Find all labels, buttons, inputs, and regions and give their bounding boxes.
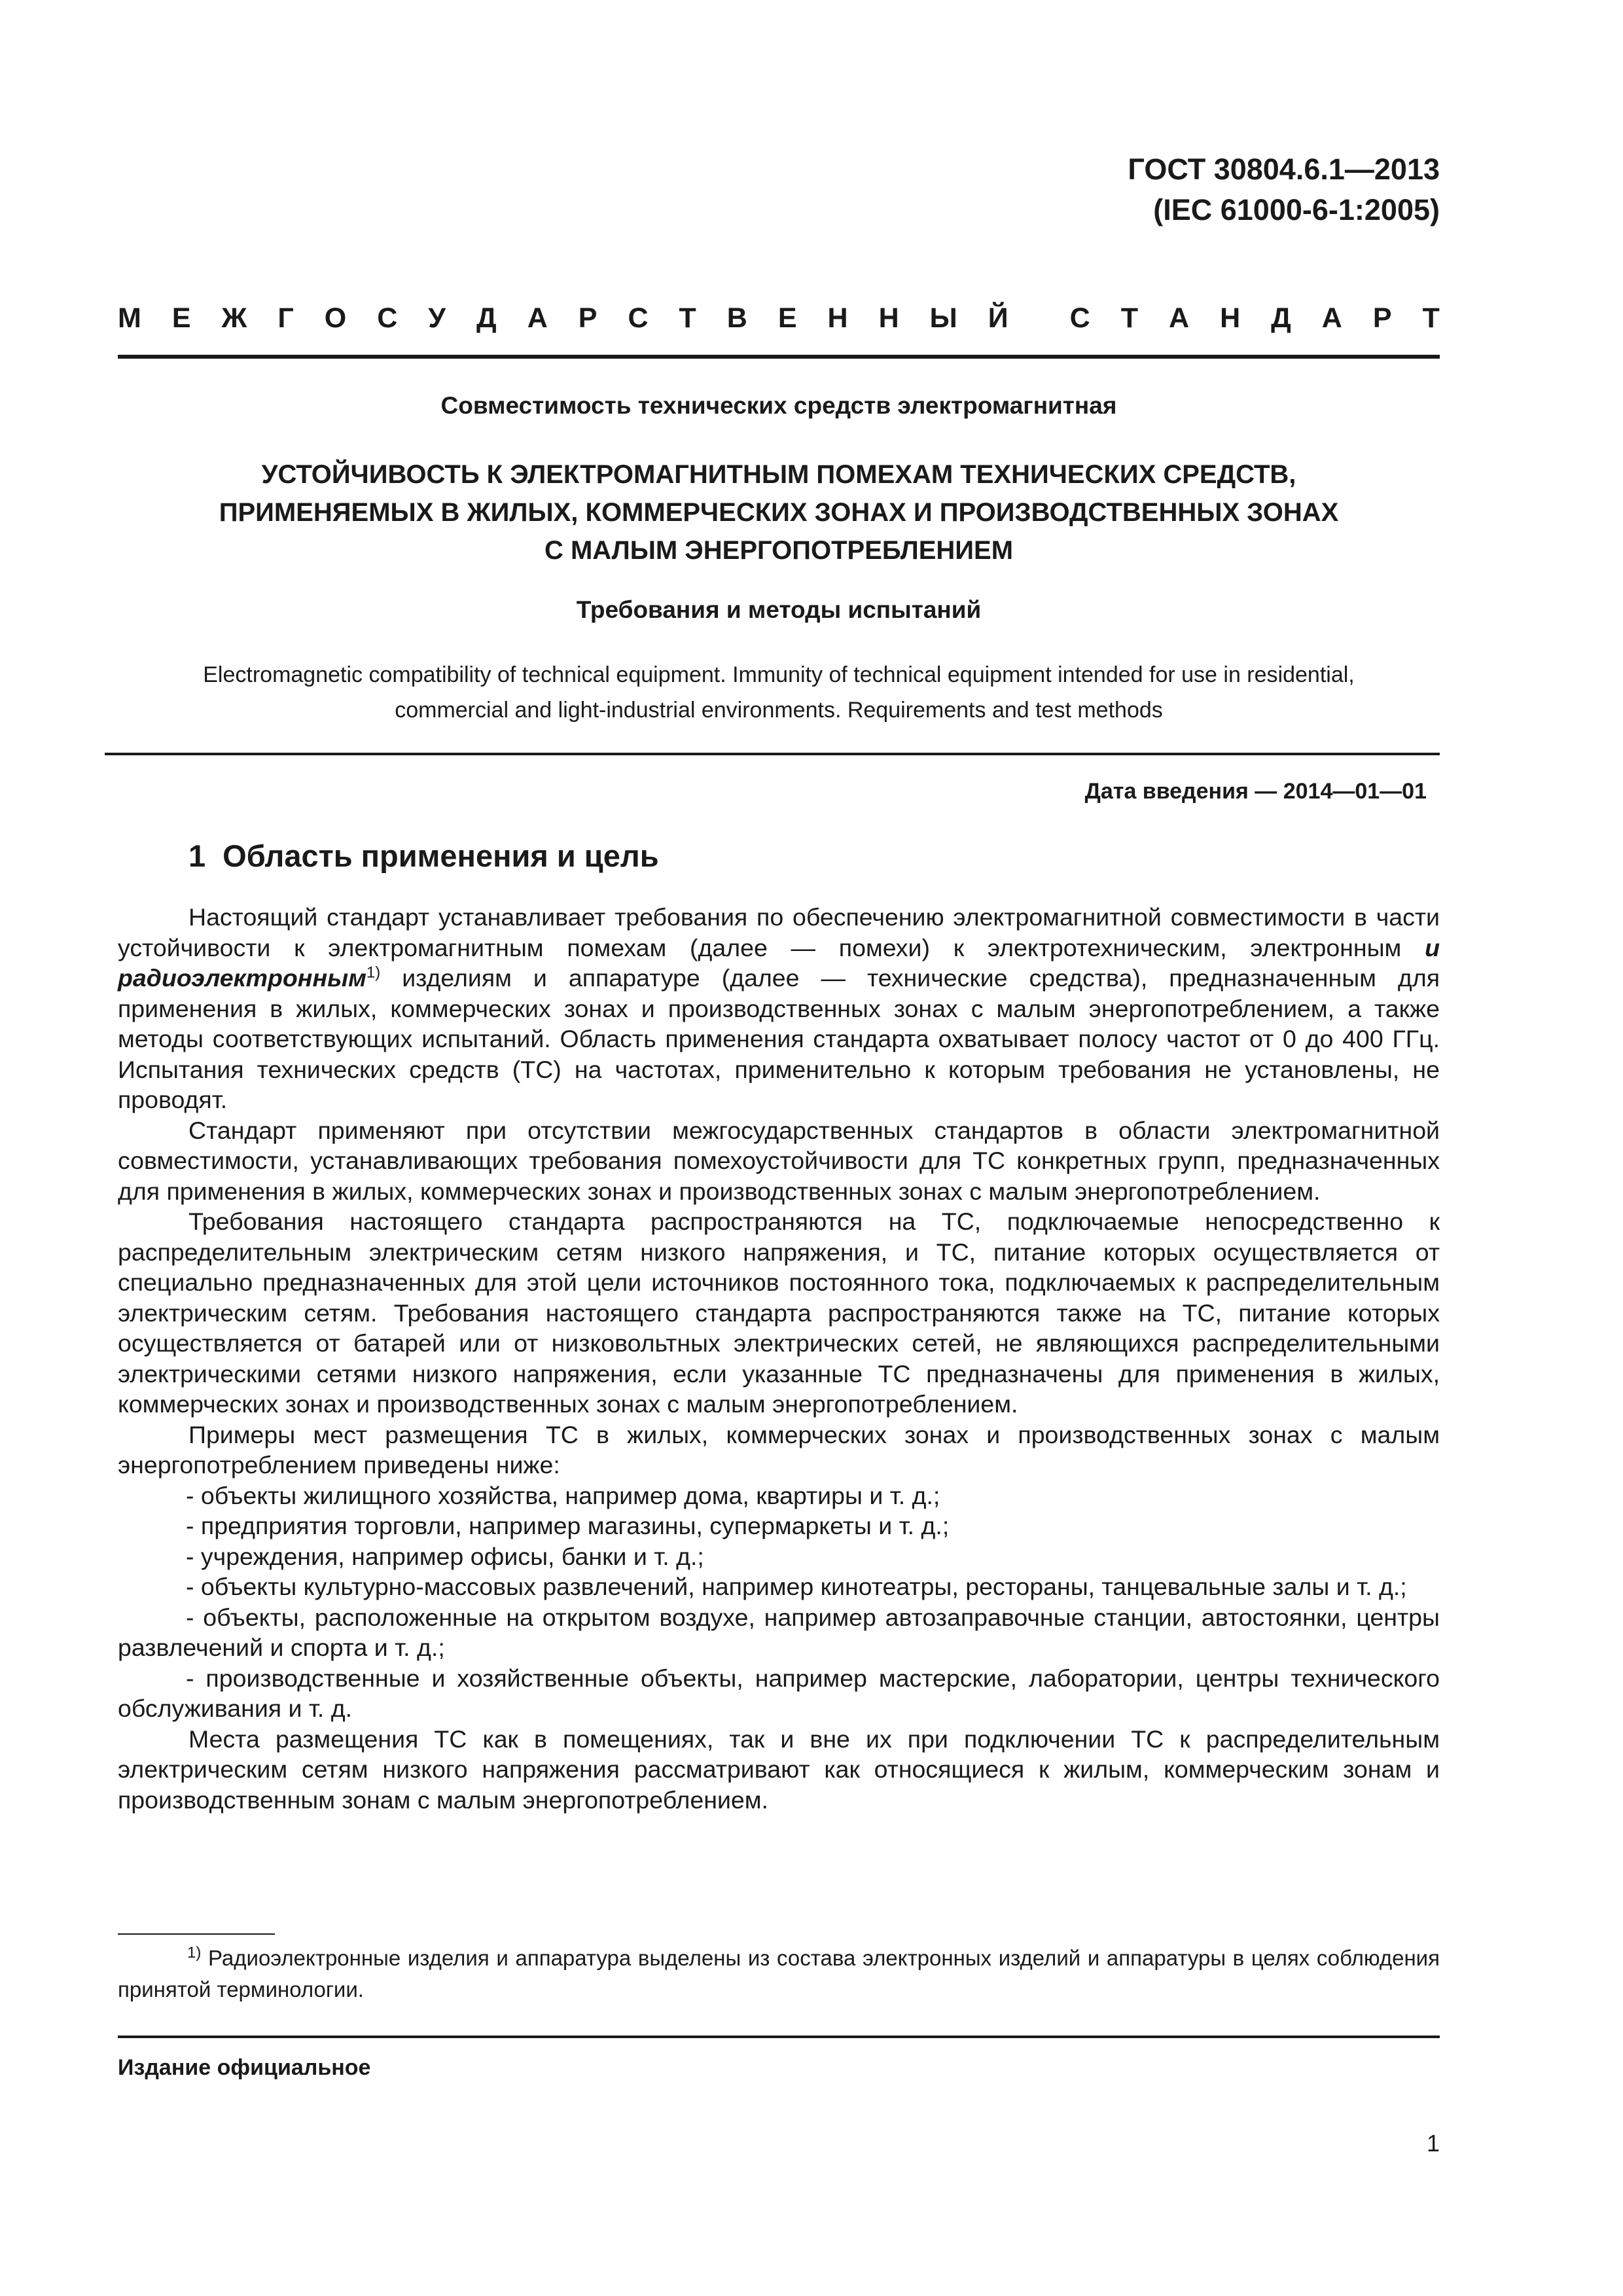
paragraph-text: изделиям и аппаратуре (далее — технические средства), предназначенным для применения в жилых, коммерческих зонах и производственных зонах с малым энергопотреблением, а также методы соответствующих испытаний. Область применения стандарта охватывает полосу частот от 0 до 400 ГГц. Испытания технических средств (ТС) на частотах, применительно к которым требования не установлены, не проводят. <box>118 964 1440 1113</box>
section-body <box>118 902 1440 1815</box>
standard-type-letter: Т <box>679 302 696 334</box>
standard-type-letter: Т <box>1120 302 1139 334</box>
english-title-line: commercial and light-industrial environments. Requirements and test methods <box>395 698 1163 723</box>
footnote-mark: 1) <box>187 1944 202 1962</box>
standard-type-letter: М <box>118 302 141 334</box>
standard-type-letter: Й <box>988 302 1008 334</box>
list-item: - учреждения, например офисы, банки и т. д.; <box>186 1542 704 1570</box>
standard-type-letter: Е <box>777 302 797 334</box>
title-divider <box>105 753 1440 755</box>
requirements-title: Требования и методы испытаний <box>576 596 982 623</box>
paragraph: Стандарт применяют при отсутствии межгосударственных стандартов в области электромагнитной совместимости, устанавливающих требования помехоустойчивости для ТС конкретных групп, предназначенных для применения в жилых, коммерческих зонах и производственных зонах с малым энергопотреблением. <box>118 1116 1440 1205</box>
section-title: Область применения и цель <box>223 838 659 873</box>
standard-type-letter: Д <box>476 302 497 334</box>
standard-type-heading <box>118 300 1440 336</box>
english-title-line: Electromagnetic compatibility of technical equipment. Immunity of technical equipment intended for use in residential, <box>203 662 1355 687</box>
list-item: - предприятия торговли, например магазины, супермаркеты и т. д.; <box>186 1512 950 1539</box>
list-item: - объекты, расположенные на открытом воздухе, например автозаправочные станции, автостоянки, центры развлечений и спорта и т. д.; <box>118 1603 1440 1661</box>
standard-type-letter: Н <box>1220 302 1241 334</box>
document-title <box>118 456 1440 569</box>
standard-type-letter: Г <box>277 302 294 334</box>
standard-designation <box>851 149 1440 230</box>
standard-type-letter: С <box>628 302 649 334</box>
standard-type-letter: А <box>1169 302 1190 334</box>
header-divider <box>118 355 1440 359</box>
list-item: - производственные и хозяйственные объекты, например мастерские, лаборатории, центры технического обслуживания и т. д. <box>118 1664 1440 1722</box>
list-item: - объекты жилищного хозяйства, например дома, квартиры и т. д.; <box>186 1481 940 1509</box>
standard-type-letter: Н <box>878 302 899 334</box>
standard-type-letter: Е <box>171 302 191 334</box>
standard-type-letter: Ж <box>221 302 247 334</box>
english-title <box>118 657 1440 728</box>
standard-type-letter: А <box>1321 302 1342 334</box>
title-line: ПРИМЕНЯЕМЫХ В ЖИЛЫХ, КОММЕРЧЕСКИХ ЗОНАХ И ПРОИЗВОДСТВЕННЫХ ЗОНАХ <box>219 498 1339 527</box>
paragraph-text: Настоящий стандарт устанавливает требования по обеспечению электромагнитной совместимости в части устойчивости к электромагнитным помехам (далее — помехи) к электротехническим, электронным <box>118 903 1440 961</box>
title-line: С МАЛЫМ ЭНЕРГОПОТРЕБЛЕНИЕМ <box>544 536 1014 565</box>
standard-type-letter: Д <box>1271 302 1291 334</box>
iec-code: (IEC 61000-6-1:2005) <box>1153 193 1440 226</box>
paragraph: Примеры мест размещения ТС в жилых, коммерческих зонах и производственных зонах с малым энергопотреблением приведены ниже: <box>118 1420 1440 1479</box>
introduction-date: Дата введения — 2014—01—01 <box>1084 779 1427 804</box>
footnote-separator <box>118 1933 275 1935</box>
section-heading <box>188 835 659 877</box>
standard-type-letter: У <box>428 302 446 334</box>
paragraph: Места размещения ТС как в помещениях, так и вне их при подключении ТС к распределительным электрическим сетям низкого напряжения рассматривают как относящиеся к жилым, коммерческим зонам и производственным зонам с малым энергопотреблением. <box>118 1725 1440 1814</box>
footnote-reference: 1) <box>366 963 381 982</box>
list-item: - объекты культурно-массовых развлечений, например кинотеатры, рестораны, танцевальные залы и т. д.; <box>186 1573 1407 1600</box>
standard-type-letter: Т <box>1422 302 1440 334</box>
gost-code: ГОСТ 30804.6.1—2013 <box>1128 152 1440 186</box>
document-subtitle: Совместимость технических средств электромагнитная <box>440 392 1117 419</box>
paragraph: Требования настоящего стандарта распространяются на ТС, подключаемые непосредственно к распределительным электрическим сетям низкого напряжения, и ТС, питание которых осуществляется от специально предназначенных для этой цели источников постоянного тока, подключаемых к распределительным электрическим сетям. Требования настоящего стандарта распространяются также на ТС, питание которых осуществляется от батарей или от низковольтных электрических сетей, не являющихся распределительными электрическими сетями низкого напряжения, если указанные ТС предназначены для применения в жилых, коммерческих зонах и производственных зонах с малым энергопотреблением. <box>118 1208 1440 1418</box>
emphasized-text: и радиоэлектронным <box>118 933 1440 992</box>
standard-type-letter: О <box>324 302 347 334</box>
standard-type-letter: А <box>527 302 548 334</box>
title-line: УСТОЙЧИВОСТЬ К ЭЛЕКТРОМАГНИТНЫМ ПОМЕХАМ ТЕХНИЧЕСКИХ СРЕДСТВ, <box>261 460 1296 489</box>
standard-type-letter: Ы <box>929 302 957 334</box>
footnote-text: Радиоэлектронные изделия и аппаратура выделены из состава электронных изделий и аппаратуры в целях соблюдения принятой терминологии. <box>118 1946 1440 2001</box>
page-number: 1 <box>1426 2130 1440 2157</box>
section-number: 1 <box>188 838 206 873</box>
standard-type-letter: Н <box>827 302 848 334</box>
standard-type-letter: В <box>726 302 747 334</box>
paragraph <box>118 902 1440 1115</box>
standard-type-letter: Р <box>578 302 597 334</box>
footnote <box>118 1943 1440 2005</box>
footer-divider <box>118 2036 1440 2038</box>
standard-type-letter: Р <box>1372 302 1392 334</box>
standard-type-letter: С <box>1069 302 1090 334</box>
standard-type-letter: С <box>377 302 398 334</box>
official-edition-label: Издание официальное <box>118 2055 371 2080</box>
